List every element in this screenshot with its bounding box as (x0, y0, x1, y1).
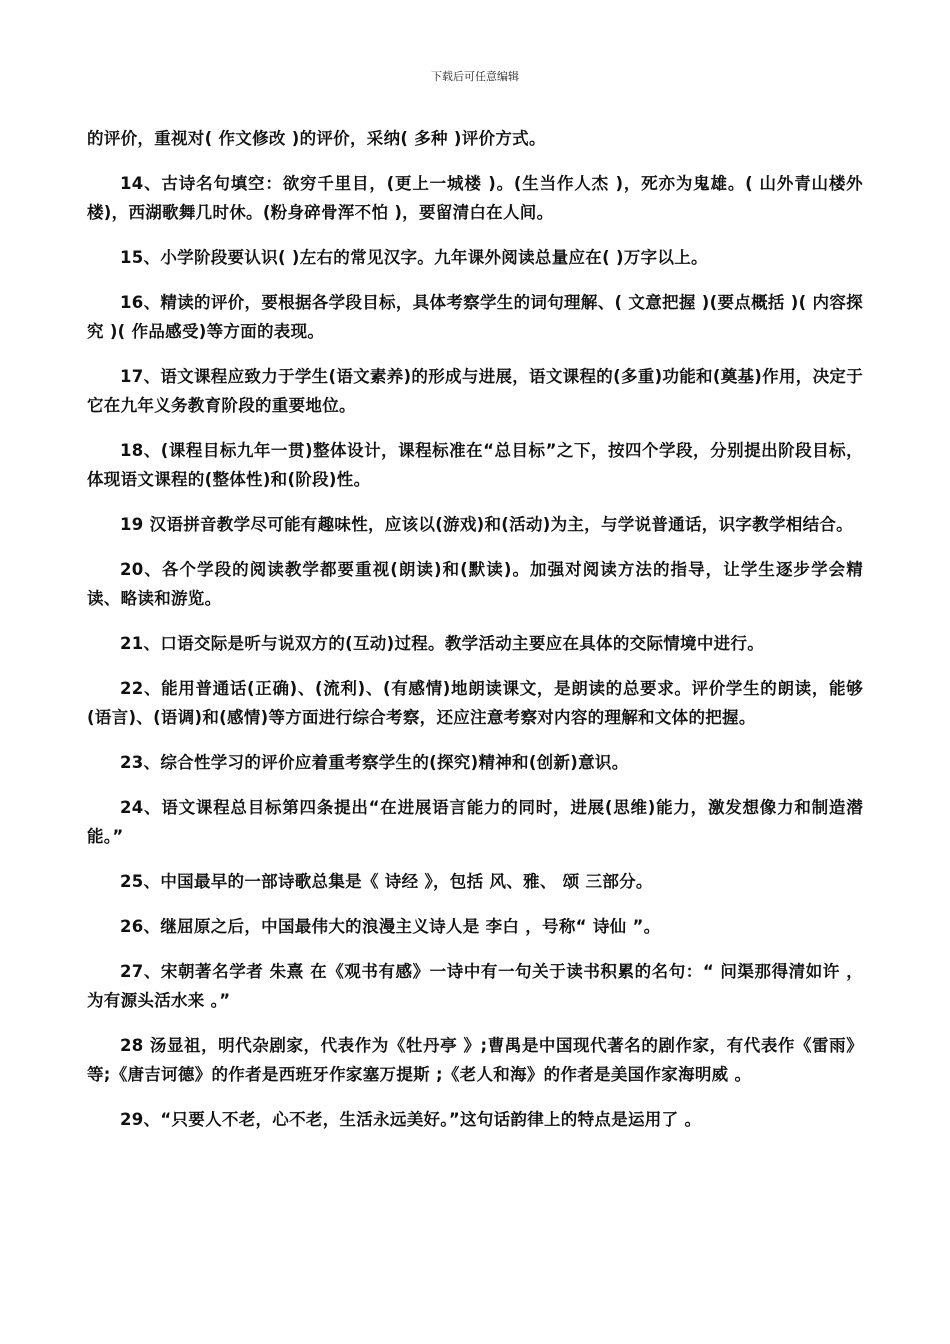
paragraph-continuation: 的评价，重视对( 作文修改 )的评价，采纳( 多种 )评价方式。 (87, 129, 546, 148)
question-20: 20、各个学段的阅读教学都要重视(朗读)和(默读)。加强对阅读方法的指导，让学生逐步学会精读、略读和游览。 (87, 560, 863, 608)
question-18: 18、(课程目标九年一贯)整体设计，课程标准在“总目标”之下，按四个学段，分别提出阶段目标，体现语文课程的(整体性)和(阶段)性。 (87, 441, 863, 489)
page-header: 下载后可任意编辑 (431, 70, 519, 83)
question-27: 27、宋朝著名学者 朱熹 在《观书有感》一诗中有一句关于读书积累的名句：“ 问渠那得清如许 ， 为有源头活水来 。” (87, 962, 863, 1010)
question-23: 23、综合性学习的评价应着重考察学生的(探究)精神和(创新)意识。 (120, 753, 629, 772)
question-19: 19 汉语拼音教学尽可能有趣味性，应该以(游戏)和(活动)为主，与学说普通话，识字教学相结合。 (120, 515, 853, 534)
question-16: 16、精读的评价，要根据各学段目标，具体考察学生的词句理解、( 文意把握 )(要点概括 )( 内容探究 )( 作品感受)等方面的表现。 (87, 293, 863, 341)
question-24: 24、语文课程总目标第四条提出“在进展语言能力的同时，进展(思维)能力，激发想像力和制造潜能。” (87, 798, 863, 846)
question-28: 28 汤显祖，明代杂剧家，代表作为《牡丹亭 》;曹禺是中国现代著名的剧作家，有代表作《雷雨》等;《唐吉诃德》的作者是西班牙作家塞万提斯 ;《老人和海》的作者是美国作家海明威 。 (87, 1036, 863, 1084)
question-17: 17、语文课程应致力于学生(语文素养)的形成与进展，语文课程的(多重)功能和(奠基)作用，决定于它在九年义务教育阶段的重要地位。 (87, 367, 863, 415)
document-body (87, 124, 863, 1150)
question-25: 25、中国最早的一部诗歌总集是《 诗经 》，包括 风、雅、 颂 三部分。 (120, 872, 653, 891)
question-29: 29、“只要人不老，心不老，生活永远美好。”这句话韵律上的特点是运用了 。 (120, 1110, 702, 1129)
question-15: 15、小学阶段要认识( )左右的常见汉字。九年课外阅读总量应在( )万字以上。 (120, 248, 708, 267)
question-26: 26、继屈原之后，中国最伟大的浪漫主义诗人是 李白 ，号称“ 诗仙 ”。 (120, 917, 661, 936)
question-14: 14、古诗名句填空：欲穷千里目，(更上一城楼 )。(生当作人杰 )，死亦为鬼雄。( 山外青山楼外楼)，西湖歌舞几时休。(粉身碎骨浑不怕 )，要留清白在人间。 (87, 174, 863, 222)
question-22: 22、能用普通话(正确)、(流利)、(有感情)地朗读课文，是朗读的总要求。评价学生的朗读，能够(语言)、(语调)和(感情)等方面进行综合考察，还应注意考察对内容的理解和文体的把握。 (87, 679, 863, 727)
question-21: 21、口语交际是听与说双方的(互动)过程。教学活动主要应在具体的交际情境中进行。 (120, 634, 765, 653)
